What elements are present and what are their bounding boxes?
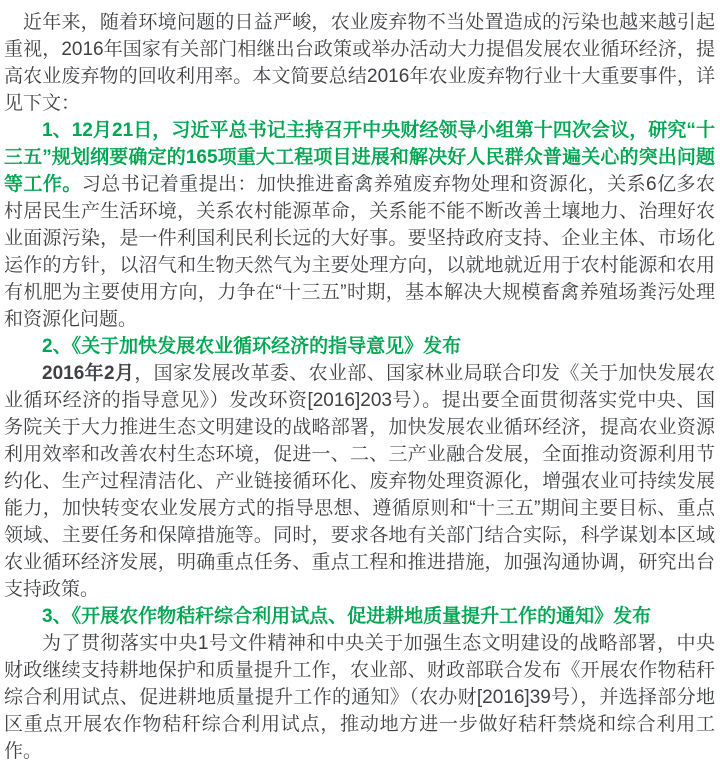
intro-paragraph: 近年来，随着环境问题的日益严峻，农业废弃物不当处置造成的污染也越来越引起重视，2016年国家有关部门相继出台政策或举办活动大力提倡发展农业循环经济，提高农业废弃物的回收利用率。本文简要总结2016年农业废弃物行业十大重要事件，详见下文： [4, 12, 715, 114]
item-2-paragraph [4, 360, 715, 603]
item-2-text: ，国家发展改革委、农业部、国家林业局联合印发《关于加快发展农业循环经济的指导意见》）发改环资[2016]203号）。提出要全面贯彻落实党中央、国务院关于大力推进生态文明建设的战略部署，加快发展农业循环经济，提高农业资源利用效率和改善农村生态环境，促进一、二、三产业融合发展，全面推动资源利用节约化、生产过程清洁化、产业链接循环化、废弃物处理资源化，增强农业可持续发展能力，加快转变农业发展方式的指导思想、遵循原则和“十三五”期间主要目标、重点领域、主要任务和保障措施等。同时，要求各地有关部门结合实际，科学谋划本区域农业循环经济发展，明确重点任务、重点工程和推进措施，加强沟通协调，研究出台支持政策。 [4, 363, 715, 600]
item-3-paragraph: 为了贯彻落实中央1号文件精神和中央关于加强生态文明建设的战略部署，中央财政继续支持耕地保护和质量提升工作，农业部、财政部联合发布《开展农作物秸秆综合利用试点、促进耕地质量提升工作的通知》（农办财[2016]39号），并选择部分地区重点开展农作物秸秆综合利用试点，推动地方进一步做好秸秆禁烧和综合利用工作。 [4, 633, 715, 762]
item-2-bold-lead: 2016年2月 [42, 363, 135, 384]
item-3-heading: 3、《开展农作物秸秆综合利用试点、促进耕地质量提升工作的通知》发布 [42, 606, 652, 627]
item-2-heading: 2、《关于加快发展农业循环经济的指导意见》发布 [42, 336, 462, 357]
item-1-paragraph [4, 117, 715, 333]
item-1-text: 习总书记着重提出：加快推进畜禽养殖废弃物处理和资源化，关系6亿多农村居民生产生活环境，关系农村能源革命，关系能不能不断改善土壤地力、治理好农业面源污染，是一件利国利民利长远的大好事。要坚持政府支持、企业主体、市场化运作的方针，以沼气和生物天然气为主要处理方向，以就地就近用于农村能源和农用有机肥为主要使用方向，力争在“十三五”时期，基本解决大规模畜禽养殖场粪污处理和资源化问题。 [4, 174, 715, 330]
item-1-green-lead: 1、12月21日，习近平总书记主持召开中央财经领导小组第十四次会议，研究“十三五”规划纲要确定的165项重大工程项目进展和解决好人民群众普遍关心的突出问题等工作。 [4, 120, 715, 195]
